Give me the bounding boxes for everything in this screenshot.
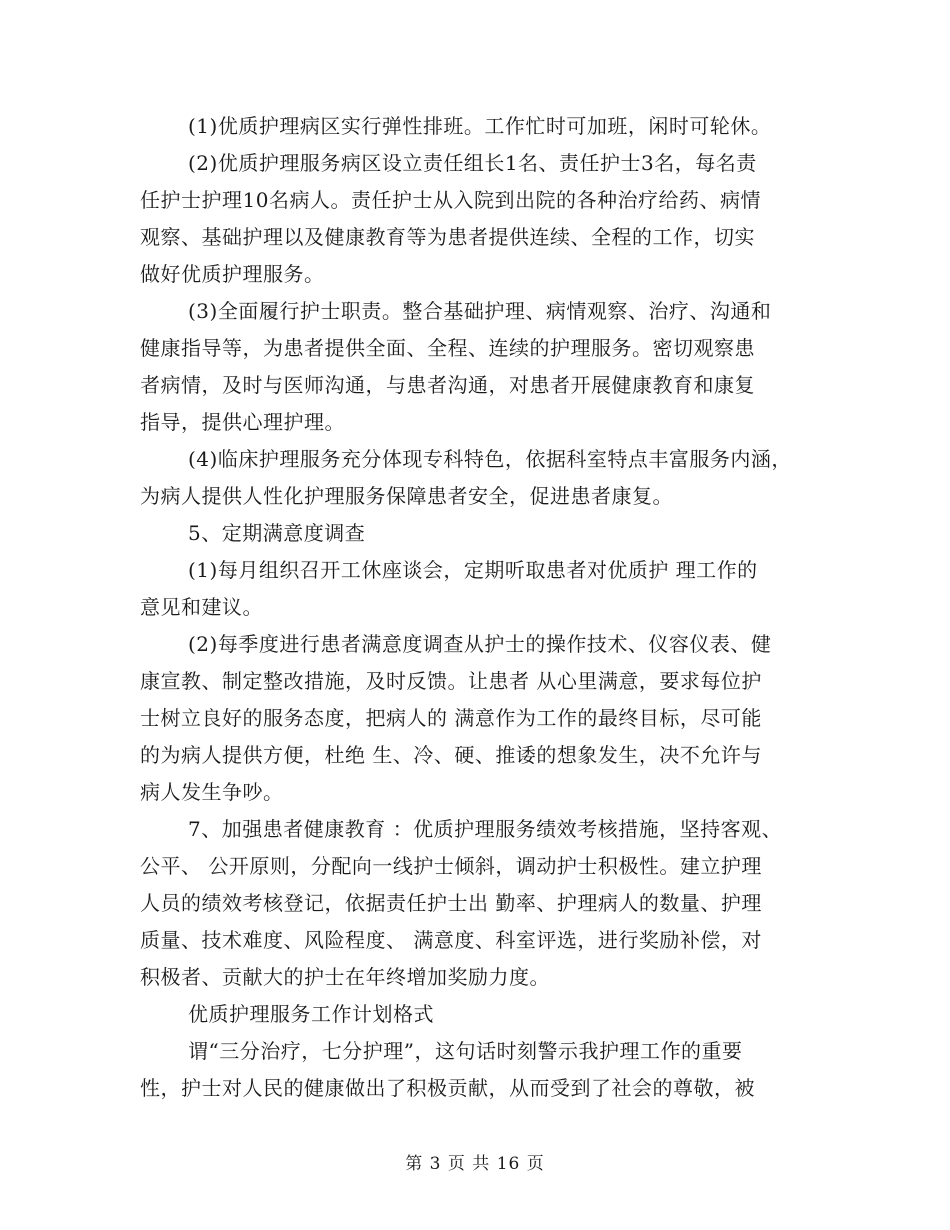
text-line: (2)每季度进行患者满意度调查从护士的操作技术、仪容仪表、健 bbox=[188, 632, 772, 656]
text-line: 谓“三分治疗，七分护理”，这句话时刻警示我护理工作的重要 bbox=[188, 1039, 743, 1063]
text-line: 性，护士对人民的健康做出了积极贡献，从而受到了社会的尊敬，被 bbox=[140, 1076, 755, 1100]
text-line: (4)临床护理服务充分体现专科特色，依据科室特点丰富服务内涵， bbox=[188, 447, 792, 471]
text-line: 者病情，及时与医师沟通，与患者沟通，对患者开展健康教育和康复 bbox=[140, 373, 755, 397]
text-line: 观察、基础护理以及健康教育等为患者提供连续、全程的工作，切实 bbox=[140, 225, 755, 249]
page-number: 第 3 页 共 16 页 bbox=[405, 1154, 545, 1174]
text-line: 指导，提供心理护理。 bbox=[140, 410, 345, 434]
text-line: 任护士护理10名病人。责任护士从入院到出院的各种治疗给药、病情 bbox=[140, 188, 761, 212]
text-line: 康宣教、制定整改措施，及时反馈。让患者 从心里满意，要求每位护 bbox=[140, 669, 762, 693]
text-line: 为病人提供人性化护理服务保障患者安全，促进患者康复。 bbox=[140, 484, 673, 508]
text-line: 优质护理服务工作计划格式 bbox=[188, 1002, 434, 1026]
text-line: (1)每月组织召开工休座谈会，定期听取患者对优质护 理工作的 bbox=[188, 558, 758, 582]
text-line: (2)优质护理服务病区设立责任组长1名、责任护士3名，每名责 bbox=[188, 151, 757, 175]
text-line: 积极者、贡献大的护士在年终增加奖励力度。 bbox=[140, 965, 550, 989]
text-line: 病人发生争吵。 bbox=[140, 780, 284, 804]
text-line: 质量、技术难度、风险程度、 满意度、科室评选，进行奖励补偿，对 bbox=[140, 928, 762, 952]
text-line: 公平、 公开原则，分配向一线护士倾斜，调动护士积极性。建立护理 bbox=[140, 854, 762, 878]
text-line: 意见和建议。 bbox=[140, 595, 263, 619]
text-line: 健康指导等，为患者提供全面、全程、连续的护理服务。密切观察患 bbox=[140, 336, 755, 360]
text-line: 7、加强患者健康教育 ：优质护理服务绩效考核措施，坚持客观、 bbox=[188, 817, 783, 841]
text-line: (1)优质护理病区实行弹性排班。工作忙时可加班，闲时可轮休。 bbox=[188, 114, 772, 138]
text-line: 5、定期满意度调查 bbox=[188, 521, 366, 545]
document-body bbox=[140, 108, 820, 1107]
text-line: 士树立良好的服务态度，把病人的 满意作为工作的最终目标，尽可能 bbox=[140, 706, 762, 730]
text-line: (3)全面履行护士职责。整合基础护理、病情观察、治疗、沟通和 bbox=[188, 299, 772, 323]
text-line: 的为病人提供方便，杜绝 生、冷、硬、推诿的想象发生，决不允许与 bbox=[140, 743, 762, 767]
text-line: 做好优质护理服务。 bbox=[140, 262, 325, 286]
text-line: 人员的绩效考核登记，依据责任护士出 勤率、护理病人的数量、护理 bbox=[140, 891, 762, 915]
